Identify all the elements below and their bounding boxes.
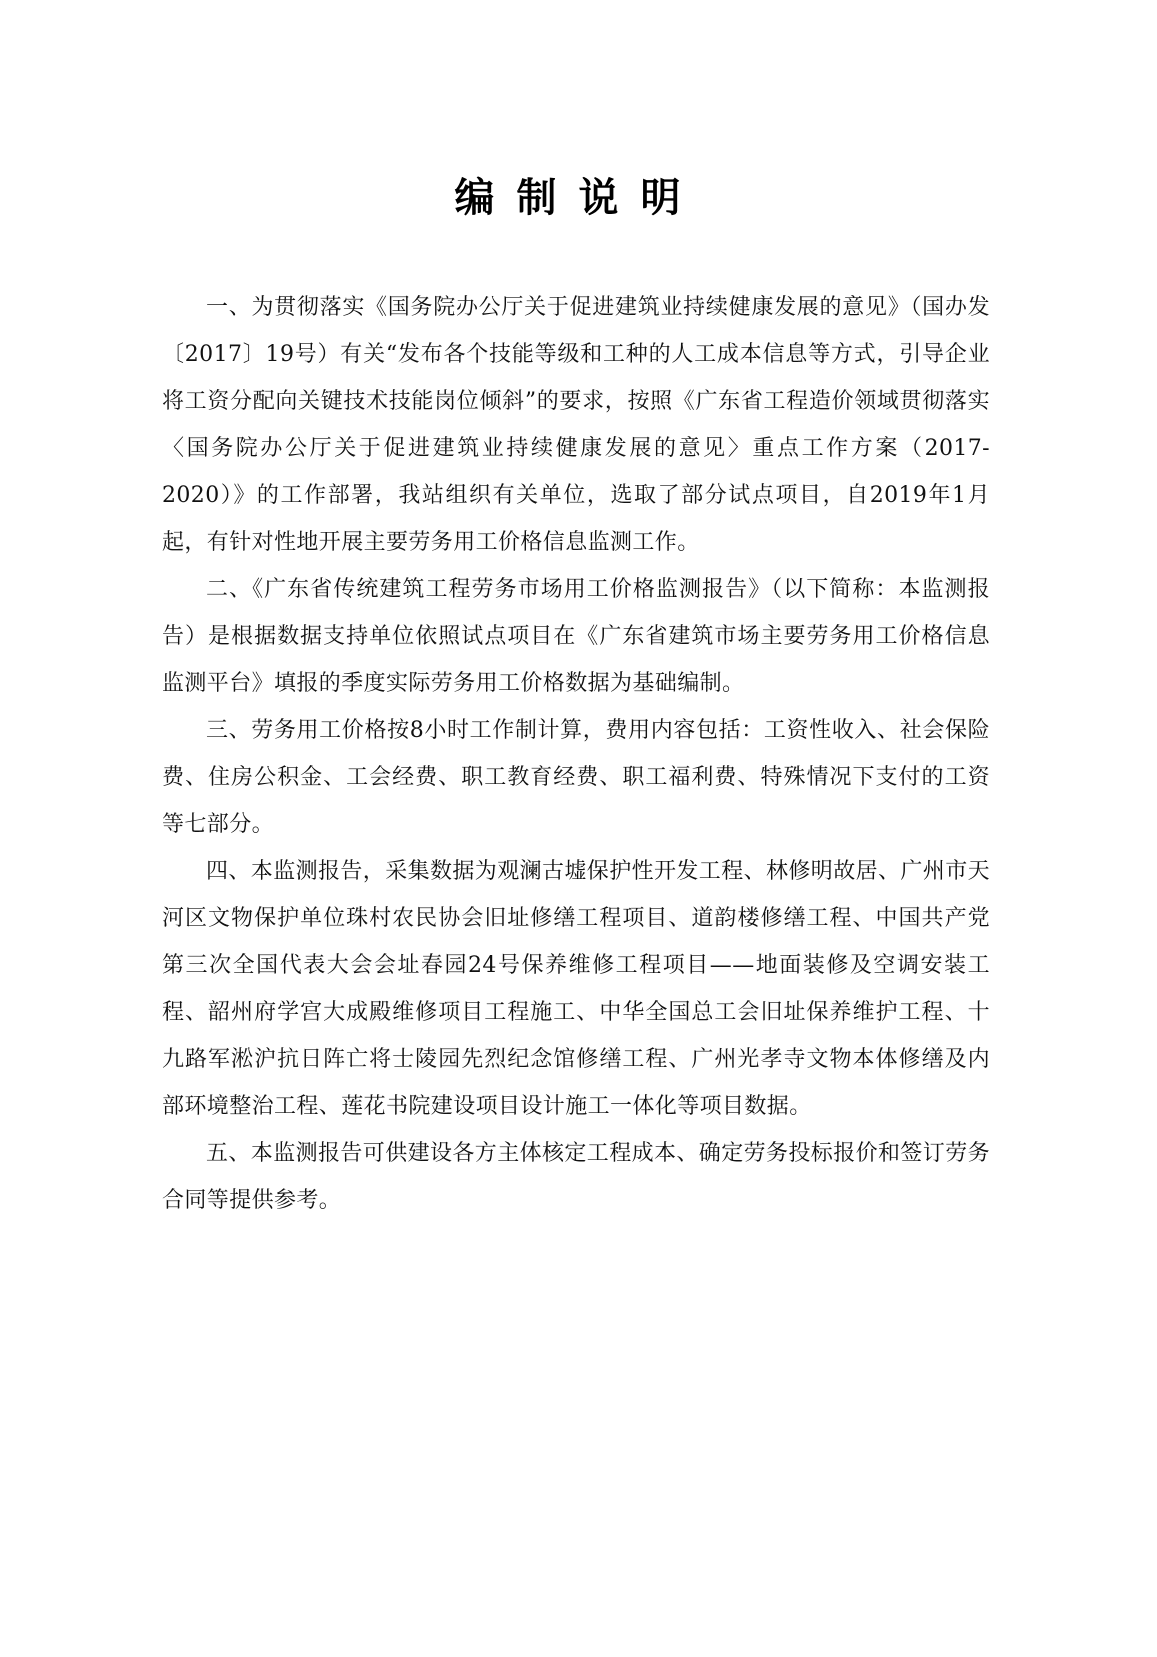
paragraph-4: 四、本监测报告，采集数据为观澜古墟保护性开发工程、林修明故居、广州市天河区文物保护单位珠村农民协会旧址修缮工程项目、道韵楼修缮工程、中国共产党第三次全国代表大会会址春园24号保养维修工程项目——地面装修及空调安装工程、韶州府学宫大成殿维修项目工程施工、中华全国总工会旧址保养维护工程、十九路军淞沪抗日阵亡将士陵园先烈纪念馆修缮工程、广州光孝寺文物本体修缮及内部环境整治工程、莲花书院建设项目设计施工一体化等项目数据。 — [162, 859, 991, 1119]
document-title: 编制说明 — [454, 175, 703, 221]
document-body — [162, 284, 990, 1224]
paragraph-1: 一、为贯彻落实《国务院办公厅关于促进建筑业持续健康发展的意见》（国办发〔2017〕19号）有关“发布各个技能等级和工种的人工成本信息等方式，引导企业将工资分配向关键技术技能岗位倾斜”的要求，按照《广东省工程造价领域贯彻落实〈国务院办公厅关于促进建筑业持续健康发展的意见〉重点工作方案（2017-2020）》的工作部署，我站组织有关单位，选取了部分试点项目，自2019年1月起，有针对性地开展主要劳务用工价格信息监测工作。 — [162, 295, 990, 555]
paragraph-5: 五、本监测报告可供建设各方主体核定工程成本、确定劳务投标报价和签订劳务合同等提供参考。 — [162, 1141, 991, 1213]
paragraph-2: 二、《广东省传统建筑工程劳务市场用工价格监测报告》（以下简称：本监测报告）是根据数据支持单位依照试点项目在《广东省建筑市场主要劳务用工价格信息监测平台》填报的季度实际劳务用工价格数据为基础编制。 — [162, 577, 990, 696]
paragraph-3: 三、劳务用工价格按8小时工作制计算，费用内容包括：工资性收入、社会保险费、住房公积金、工会经费、职工教育经费、职工福利费、特殊情况下支付的工资等七部分。 — [162, 718, 990, 837]
